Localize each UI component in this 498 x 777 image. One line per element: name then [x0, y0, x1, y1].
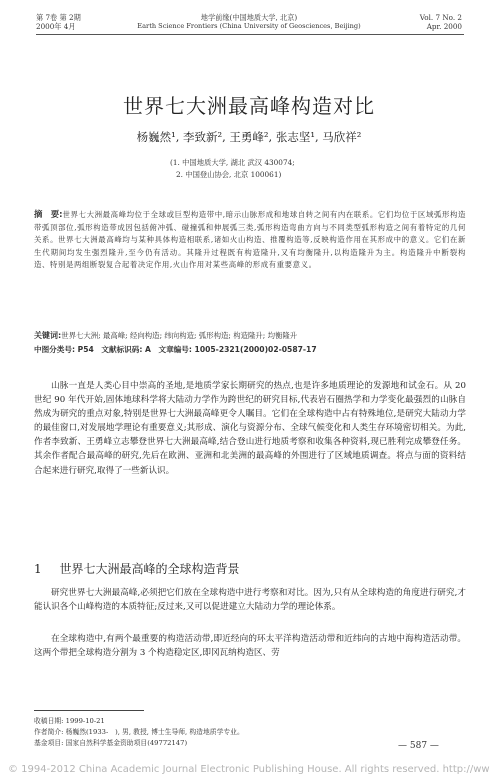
- affiliations: [170, 157, 295, 180]
- header-vol-no: Vol. 7 No. 2: [419, 13, 462, 22]
- classification-line: 中图分类号: P54 文献标识码: A 文章编号: 1005-2321(2000)02-0587-17: [34, 345, 317, 354]
- section-heading: [34, 560, 239, 577]
- footnote-fund: 基金项目: 国家自然科学基金资助项目(49772147): [34, 739, 188, 747]
- keywords-label: 关键词:: [34, 331, 62, 340]
- header-rule: [36, 34, 464, 35]
- intro-paragraph: 山脉一直是人类心目中崇高的圣地,是地质学家长期研究的热点,也是许多地质理论的发源地和试金石。从 20 世纪 90 年代开始,固体地球科学将大陆动力学作为跨世纪的研究目标,代表岩石圈热学和力学变化最强烈的山脉自然成为研究的重点对象,特别是世界七大洲最高峰更令人瞩目。它们在全球构造中占有特殊地位,是研究大陆动力学的最佳窗口,对发展地学理论有重要意义;其形成、演化与资源分布、全球气候变化和人类生存环境密切相关。为此,作者李致新、王勇峰立志攀登世界七大洲最高峰,结合登山进行地质考察和收集各种资料,现已胜利完成攀登任务。其余作者配合最高峰的研究,先后在欧洲、亚洲和北美洲的最高峰的外围进行了区域地质调查。将点与面的资料结合起来进行研究,取得了一些新认识。: [34, 381, 466, 476]
- header-volume-en: [420, 13, 462, 31]
- page-number: — 587 —: [398, 741, 439, 751]
- header-journal: [110, 13, 388, 31]
- affiliation-2: 2. 中国登山协会, 北京 100061): [176, 169, 282, 179]
- footnote-received: 收稿日期: 1999-10-21: [34, 717, 105, 725]
- author-list: 杨巍然¹, 李致新², 王勇峰², 张志坚¹, 马欣祥²: [136, 130, 362, 144]
- keywords-text: 世界七大洲; 最高峰; 经向构造; 纬向构造; 弧形构造; 构造隆升; 均衡隆升: [61, 331, 298, 340]
- abstract-text: 世界七大洲最高峰均位于全球或巨型构造带中,暗示山脉形成和地球自转之间有内在联系。它们均位于区域弧形构造带弧顶部位,弧形构造带成因包括俯冲弧、碰撞弧和伸展弧三类,弧形构造弯曲方向与不同类型弧形构造之间有着特定的几何关系。世界七大洲最高峰均与某种具体构造相联系,诸如火山构造、推覆构造等,反映构造作用在其形成中的意义。它们在新生代期间均发生强烈隆升,至今仍有活动。其隆升过程既有构造隆升,又有均衡隆升,以构造隆升为主。构造隆升中断裂构造、特别是两组断裂复合起着决定作用,火山作用对某些高峰的形成有重要意义。: [34, 210, 466, 270]
- header-month-year: Apr. 2000: [426, 22, 462, 31]
- abstract-label: 摘 要:: [34, 209, 63, 219]
- footnotes: [34, 716, 244, 749]
- copyright-watermark: © 1994-2012 China Academic Journal Electronic Publishing House. All rights reserved. http://ww: [8, 764, 490, 775]
- header-journal-cn: 地学前缘(中国地质大学, 北京): [200, 13, 298, 22]
- section-title: 世界七大洲最高峰的全球构造背景: [59, 562, 240, 576]
- section1-paragraph-1: 研究世界七大洲最高峰,必须把它们放在全球构造中进行考察和对比。因为,只有从全球构造的角度进行研究,才能认识各个山峰构造的本质特征;反过来,又可以促进建立大陆动力学的理论体系。: [34, 588, 466, 613]
- affiliation-1: (1. 中国地质大学, 湖北 武汉 430074;: [170, 158, 295, 167]
- footnote-rule: [34, 710, 144, 711]
- header-volume: [36, 13, 81, 31]
- header-date: 2000年 4月: [36, 22, 76, 31]
- article-title: 世界七大洲最高峰构造对比: [123, 94, 375, 118]
- section1-paragraph-2: 在全球构造中,有两个最重要的构造活动带,即近经向的环太平洋构造活动带和近纬向的古地中海构造活动带。这两个带把全球构造分割为 3 个构造稳定区,即冈瓦纳构造区、劳: [34, 634, 466, 659]
- keywords: [34, 330, 466, 341]
- header-volume-issue: 第 7卷 第 2期: [36, 13, 81, 22]
- footnote-author-bio: 作者简介: 杨巍然(1933- ), 男, 教授, 博士生导师, 构造地质学专业。: [34, 728, 244, 736]
- section-number: 1: [34, 562, 42, 576]
- header-journal-en: Earth Science Frontiers (China University of Geosciences, Beijing): [137, 22, 361, 30]
- abstract: [34, 208, 466, 272]
